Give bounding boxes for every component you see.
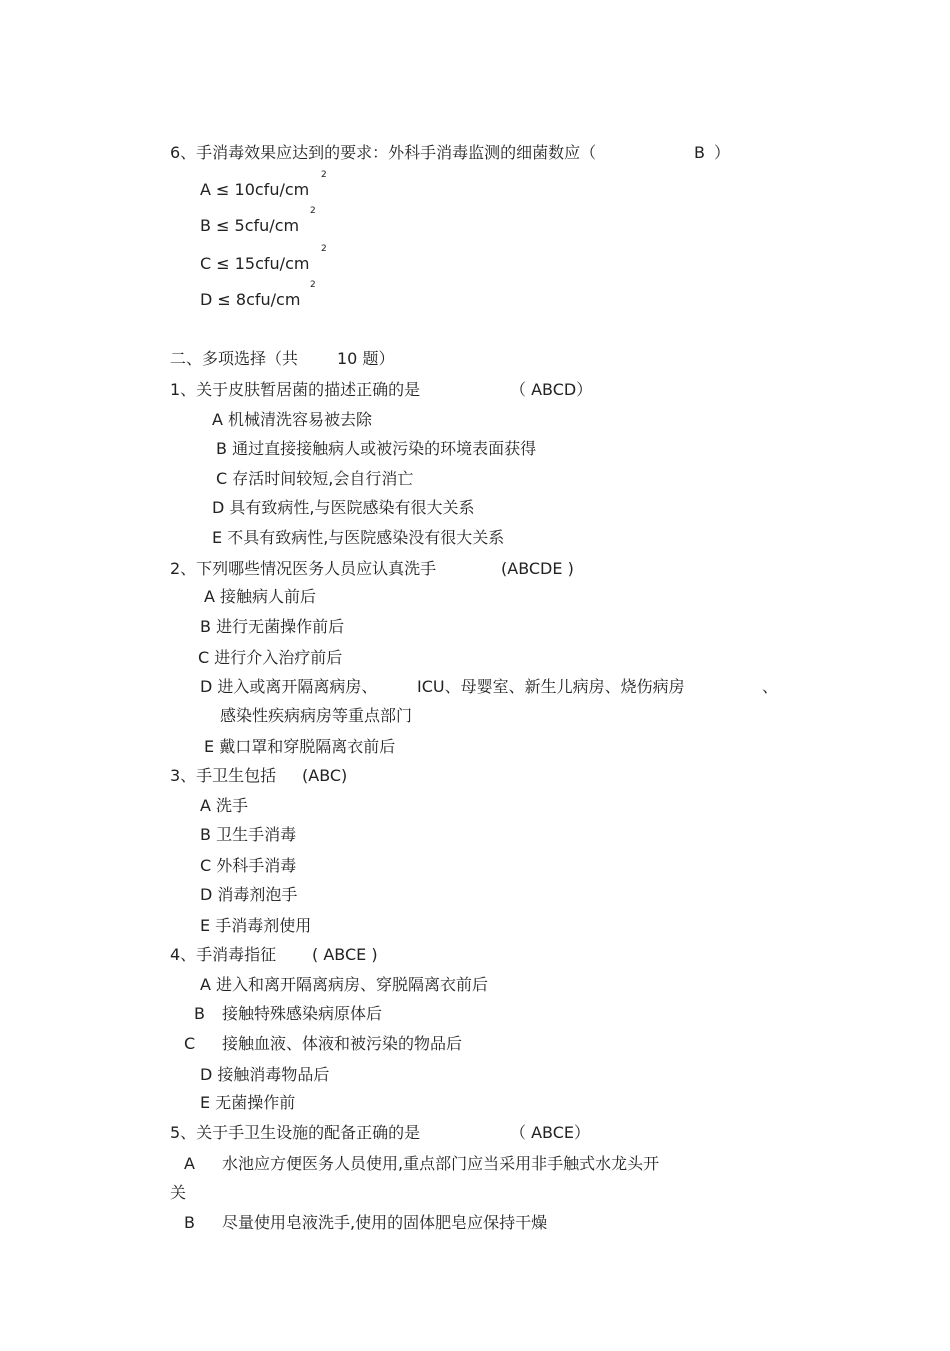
q1-option-d: D 具有致病性,与医院感染有很大关系	[212, 498, 475, 517]
q6-answer: B	[694, 143, 705, 162]
q2-option-b: B 进行无菌操作前后	[200, 617, 345, 636]
q1-option-b: B 通过直接接触病人或被污染的环境表面获得	[216, 439, 537, 458]
q5-option-a-continued: 关	[170, 1183, 187, 1202]
q4-answer: ( ABCE )	[312, 945, 378, 964]
q4-option-c-text: 接触血液、体液和被污染的物品后	[222, 1034, 463, 1053]
q3-answer: (ABC)	[302, 766, 348, 785]
q2-stem: 2、下列哪些情况医务人员应认真洗手	[170, 559, 437, 578]
q1-answer: （ ABCD）	[510, 380, 593, 399]
q6-option-d: D ≤ 8cfu/cm	[200, 290, 301, 309]
q2-option-d-separator: 、	[762, 677, 779, 696]
q2-option-c: C 进行介入治疗前后	[198, 648, 343, 667]
q5-stem: 5、关于手卫生设施的配备正确的是	[170, 1123, 421, 1142]
q2-option-a: A 接触病人前后	[204, 587, 317, 606]
q6-stem: 6、手消毒效果应达到的要求：外科手消毒监测的细菌数应（	[170, 143, 597, 162]
q3-option-d: D 消毒剂泡手	[200, 885, 298, 904]
q5-option-a-letter: A	[184, 1154, 195, 1173]
q6-option-c: C ≤ 15cfu/cm	[200, 254, 310, 273]
q6-option-c-exponent: 2	[321, 244, 327, 254]
q1-option-c: C 存活时间较短,会自行消亡	[216, 469, 414, 488]
section2-heading: 二、多项选择（共	[170, 349, 299, 368]
q4-option-c-letter: C	[184, 1034, 196, 1053]
q1-option-a: A 机械清洗容易被去除	[212, 410, 373, 429]
q5-option-b-letter: B	[184, 1213, 195, 1232]
q4-option-b-letter: B	[194, 1004, 205, 1023]
q6-option-b: B ≤ 5cfu/cm	[200, 216, 300, 235]
q4-option-a: A 进入和离开隔离病房、穿脱隔离衣前后	[200, 975, 489, 994]
q2-option-d-locations: ICU、母婴室、新生儿病房、烧伤病房	[417, 677, 685, 696]
q2-option-d: D 进入或离开隔离病房、	[200, 677, 378, 696]
q3-option-e: E 手消毒剂使用	[200, 916, 312, 935]
q6-option-a-exponent: 2	[321, 170, 327, 180]
q6-option-a: A ≤ 10cfu/cm	[200, 180, 310, 199]
q6-option-b-exponent: 2	[310, 206, 316, 216]
q1-stem: 1、关于皮肤暂居菌的描述正确的是	[170, 380, 421, 399]
q5-option-a-text: 水池应方便医务人员使用,重点部门应当采用非手触式水龙头开	[222, 1154, 660, 1173]
section2-count: 10 题）	[337, 349, 395, 368]
q6-close-paren: ）	[714, 143, 731, 162]
q6-option-d-exponent: 2	[310, 280, 316, 290]
q2-option-d-continued: 感染性疾病病房等重点部门	[220, 706, 413, 725]
q3-option-c: C 外科手消毒	[200, 856, 297, 875]
q4-option-b-text: 接触特殊感染病原体后	[222, 1004, 383, 1023]
q3-option-b: B 卫生手消毒	[200, 825, 297, 844]
q4-option-e: E 无菌操作前	[200, 1093, 296, 1112]
q4-stem: 4、手消毒指征	[170, 945, 277, 964]
q4-option-d: D 接触消毒物品后	[200, 1065, 330, 1084]
q2-answer: (ABCDE )	[501, 559, 574, 578]
q2-option-e: E 戴口罩和穿脱隔离衣前后	[204, 737, 396, 756]
q5-option-b-text: 尽量使用皂液洗手,使用的固体肥皂应保持干燥	[222, 1213, 548, 1232]
q1-option-e: E 不具有致病性,与医院感染没有很大关系	[212, 528, 505, 547]
q5-answer: （ ABCE）	[510, 1123, 591, 1142]
q3-stem: 3、手卫生包括	[170, 766, 277, 785]
q3-option-a: A 洗手	[200, 796, 249, 815]
